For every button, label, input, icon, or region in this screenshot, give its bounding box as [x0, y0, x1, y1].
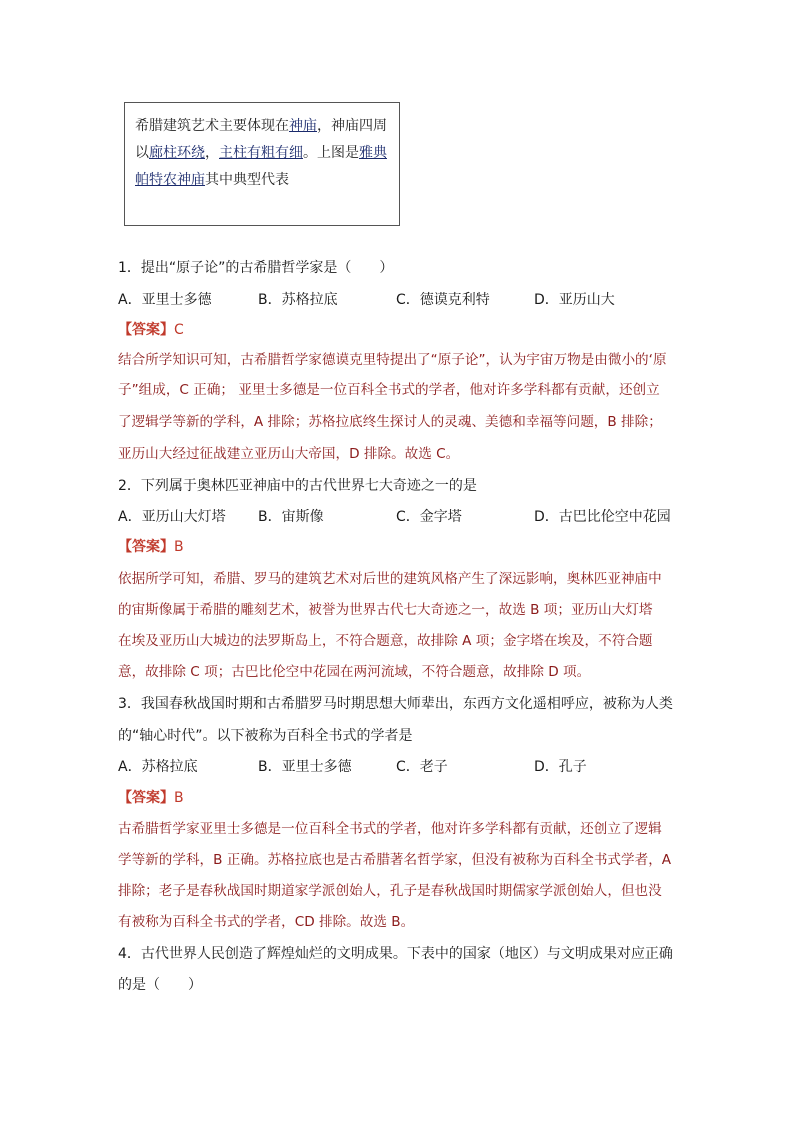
underlined-term-temple: 神庙: [289, 118, 317, 134]
option-d: D．古巴比伦空中花园: [534, 509, 671, 525]
option-b: B．宙斯像: [258, 509, 324, 525]
option-b: B．亚里士多德: [258, 759, 352, 775]
answer-2: [118, 537, 184, 557]
box-text: 希腊建筑艺术主要体现在: [135, 118, 289, 134]
answer-tag: 【答案】: [118, 539, 174, 555]
answer-tag: 【答案】: [118, 790, 174, 806]
option-d: D．孔子: [534, 759, 587, 775]
underlined-term-colonnade: 廊柱环绕: [149, 145, 205, 161]
answer-1: [118, 320, 184, 340]
explanation-2-line: 意，故排除 C 项；古巴比伦空中花园在两河流域，不符合题意，故排除 D 项。: [118, 664, 591, 680]
question-4-stem: 4．古代世界人民创造了辉煌灿烂的文明成果。下表中的国家（地区）与文明成果对应正确: [118, 946, 673, 962]
intro-text-box: 希腊建筑艺术主要体现在神庙，神庙四周 以廊柱环绕，主柱有粗有细。上图是雅典 帕特农神庙其中典型代表: [124, 102, 400, 226]
explanation-1-line: 结合所学知识可知，古希腊哲学家德谟克里特提出了“原子论”，认为宇宙万物是由微小的‘原: [118, 352, 667, 368]
explanation-3-line: 学等新的学科，B 正确。苏格拉底也是古希腊著名哲学家，但没有被称为百科全书式学者，A: [118, 852, 672, 868]
question-1-stem: 1．提出“原子论”的古希腊哲学家是（ ）: [118, 260, 394, 276]
question-2-options: [118, 507, 718, 527]
answer-tag: 【答案】: [118, 322, 174, 338]
option-b: B．苏格拉底: [258, 292, 338, 308]
box-text: ，神庙四周: [317, 118, 387, 134]
underlined-term-parthenon: 帕特农神庙: [135, 172, 205, 188]
answer-3: [118, 788, 184, 808]
answer-value: B: [174, 539, 184, 555]
question-3-stem: 的“轴心时代”。以下被称为百科全书式的学者是: [118, 728, 413, 744]
answer-value: C: [174, 322, 184, 338]
question-2-stem: 2．下列属于奥林匹亚神庙中的古代世界七大奇迹之一的是: [118, 478, 477, 494]
explanation-2-line: 的宙斯像属于希腊的雕刻艺术，被誉为世界古代七大奇迹之一，故选 B 项；亚历山大灯塔: [118, 602, 653, 618]
underlined-term-columns: 主柱有粗有细: [219, 145, 303, 161]
explanation-3-line: 古希腊哲学家亚里士多德是一位百科全书式的学者，他对许多学科都有贡献，还创立了逻辑: [118, 821, 662, 837]
explanation-3-line: 有被称为百科全书式的学者，CD 排除。故选 B。: [118, 914, 415, 930]
option-d: D．亚历山大: [534, 292, 615, 308]
question-4-stem: 的是（ ）: [118, 977, 202, 993]
explanation-3-line: 排除；老子是春秋战国时期道家学派创始人，孔子是春秋战国时期儒家学派创始人，但也没: [118, 883, 662, 899]
answer-value: B: [174, 790, 184, 806]
question-3-options: [118, 757, 718, 777]
explanation-1-line: 子”组成，C 正确； 亚里士多德是一位百科全书式的学者，他对许多学科都有贡献，还创立: [118, 382, 660, 398]
question-3-stem: 3．我国春秋战国时期和古希腊罗马时期思想大师辈出，东西方文化遥相呼应，被称为人类: [118, 696, 673, 712]
explanation-1-line: 了逻辑学等新的学科，A 排除；苏格拉底终生探讨人的灵魂、美德和幸福等问题，B 排除；: [118, 414, 662, 430]
explanation-2-line: 在埃及亚历山大城边的法罗斯岛上，不符合题意，故排除 A 项；金字塔在埃及，不符合题: [118, 633, 653, 649]
option-c: C．金字塔: [396, 509, 462, 525]
explanation-2-line: 依据所学可知，希腊、罗马的建筑艺术对后世的建筑风格产生了深远影响，奥林匹亚神庙中: [118, 571, 662, 587]
option-c: C．德谟克利特: [396, 292, 490, 308]
option-a: A．亚历山大灯塔: [118, 509, 226, 525]
box-text: 。上图是: [303, 145, 359, 161]
explanation-1-line: 亚历山大经过征战建立亚历山大帝国，D 排除。故选 C。: [118, 446, 460, 462]
option-c: C．老子: [396, 759, 448, 775]
box-text: 其中典型代表: [205, 172, 289, 188]
question-1-options: [118, 290, 718, 310]
box-text: ，: [205, 145, 219, 161]
underlined-term-athens: 雅典: [359, 145, 387, 161]
option-a: A．苏格拉底: [118, 759, 198, 775]
option-a: A．亚里士多德: [118, 292, 212, 308]
